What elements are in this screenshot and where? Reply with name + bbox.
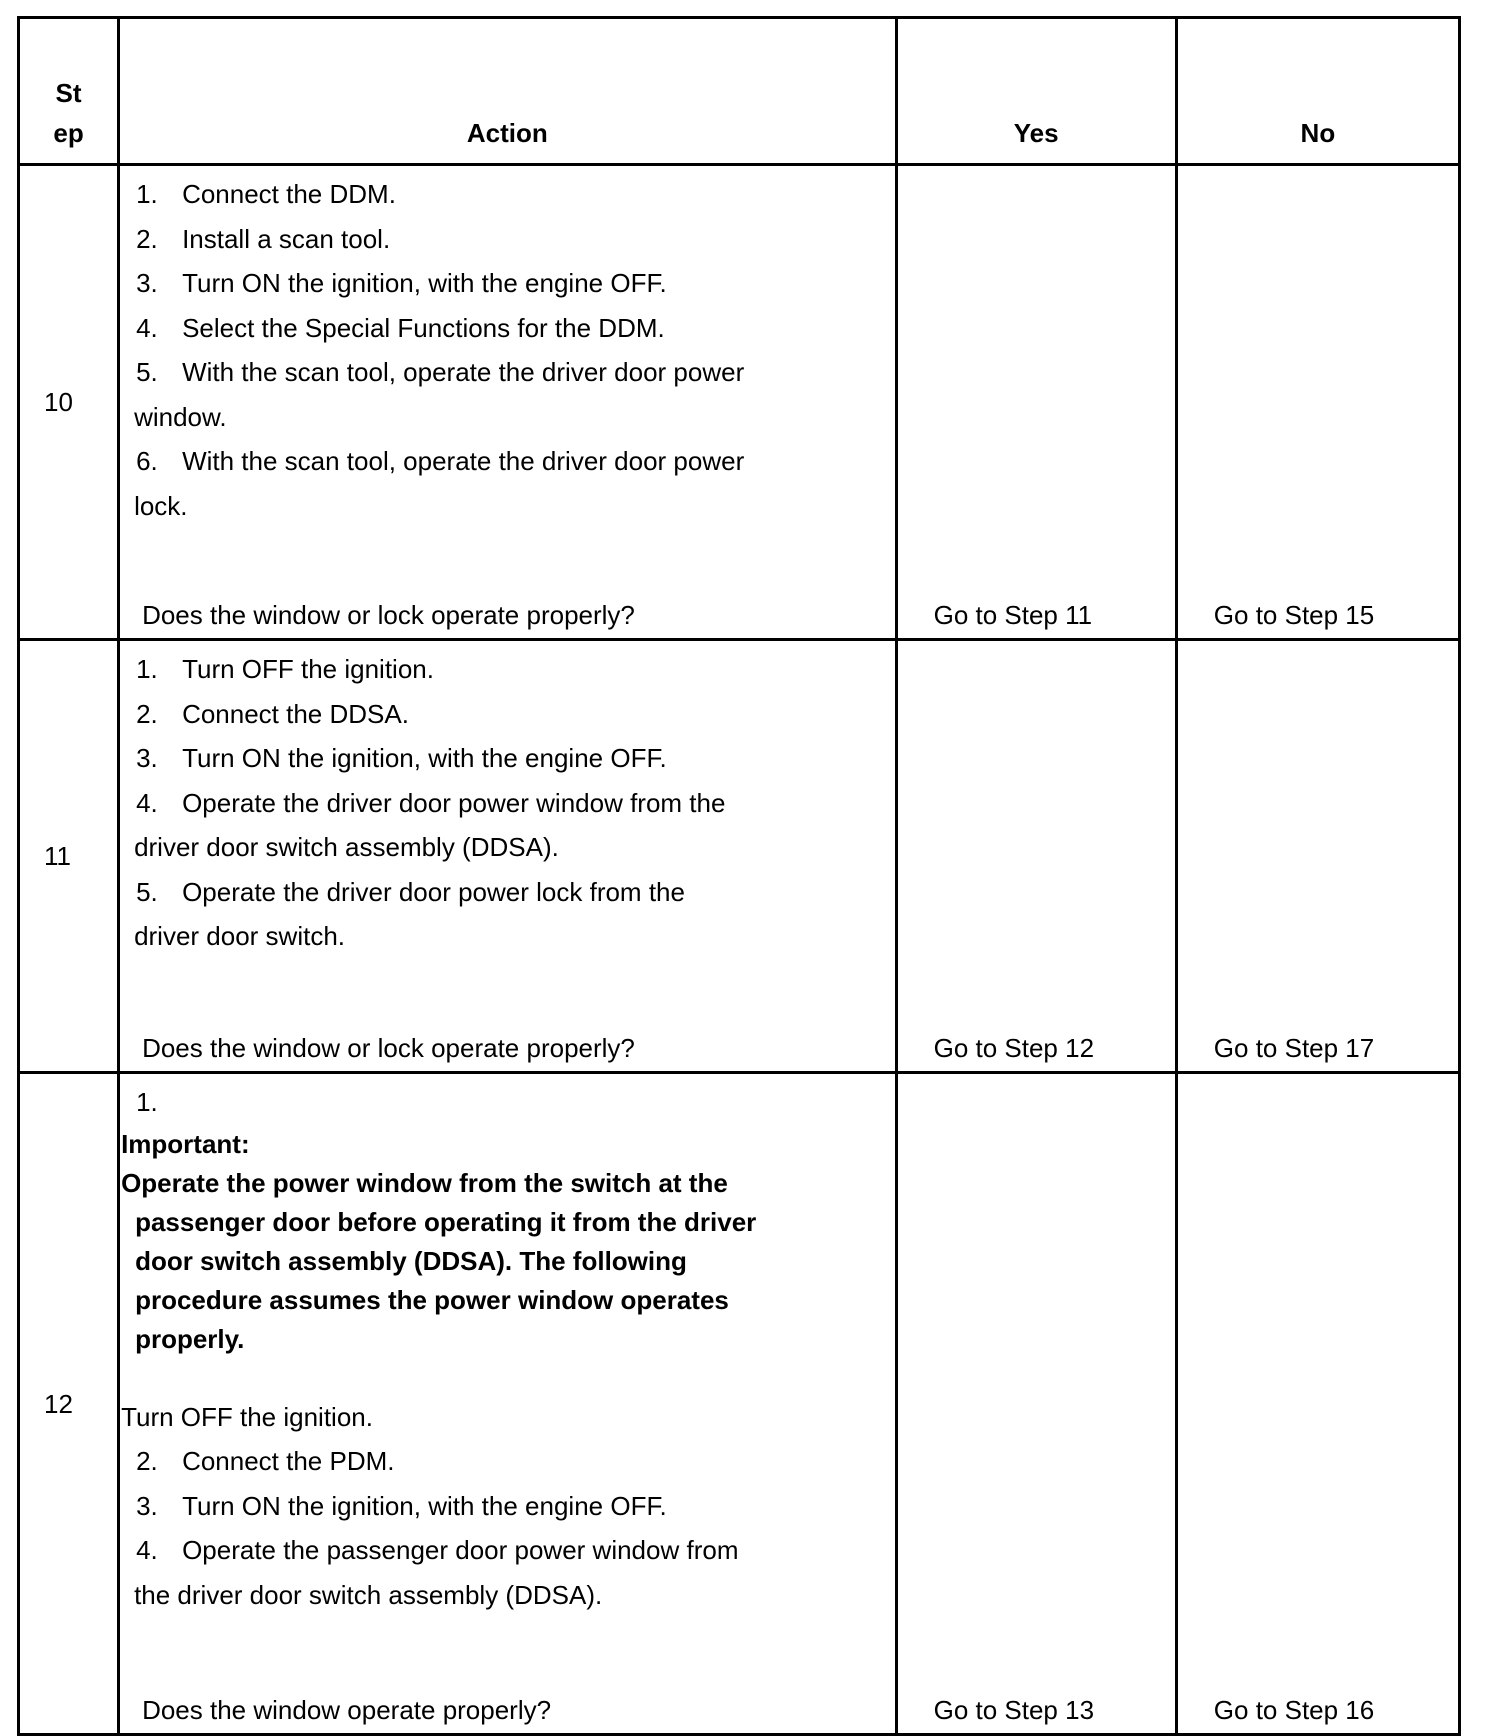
important-line: Operate the power window from the switch at the	[121, 1167, 728, 1198]
no-cell	[1176, 640, 1459, 1073]
item-number: 2.	[136, 223, 158, 254]
item-number: 6.	[136, 446, 158, 476]
list-item	[134, 736, 885, 781]
item-number: 3.	[136, 268, 158, 298]
item-text: Turn ON the ignition, with the engine OFF.	[182, 743, 667, 773]
table-row-step-10	[19, 165, 1460, 640]
item-text: Connect the PDM.	[182, 1446, 395, 1476]
item-text: Turn ON the ignition, with the engine OFF.	[182, 268, 667, 298]
header-step-line1: St	[55, 78, 82, 108]
yes-result: Go to Step 13	[933, 1695, 1095, 1725]
list-item	[134, 1080, 885, 1125]
item-text: Install a scan tool.	[182, 223, 391, 254]
item-text: With the scan tool, operate the driver door power	[182, 446, 745, 476]
step-question: Does the window or lock operate properly?	[142, 1033, 635, 1063]
no-result: Go to Step 17	[1213, 1033, 1375, 1063]
yes-cell	[896, 1073, 1176, 1735]
header-action	[119, 18, 897, 165]
list-item	[134, 781, 885, 870]
item-text-continued: driver door switch assembly (DDSA).	[134, 832, 559, 862]
list-item	[134, 870, 885, 959]
item-text: Turn OFF the ignition.	[121, 1401, 373, 1432]
table-row-step-11	[19, 640, 1460, 1073]
list-item	[134, 439, 885, 528]
diagnostic-table	[17, 16, 1461, 1736]
item-number: 2.	[136, 698, 158, 729]
yes-result: Go to Step 12	[933, 1033, 1095, 1063]
list-item	[134, 1439, 885, 1484]
header-yes	[896, 18, 1176, 165]
list-item	[134, 350, 885, 439]
list-item	[134, 261, 885, 306]
important-line: procedure assumes the power window operates	[135, 1284, 729, 1315]
action-list	[120, 166, 895, 528]
step-question: Does the window operate properly?	[142, 1695, 552, 1725]
item-number: 3.	[136, 743, 158, 773]
no-result: Go to Step 16	[1213, 1695, 1375, 1725]
header-yes-label: Yes	[1013, 118, 1059, 148]
item-text-continued: window.	[134, 401, 227, 432]
item-number: 5.	[136, 357, 158, 387]
list-item	[134, 1484, 885, 1529]
important-line: passenger door before operating it from the driver	[135, 1206, 757, 1237]
no-cell	[1176, 1073, 1459, 1735]
item-number: 1.	[136, 179, 158, 209]
action-cell	[119, 1073, 897, 1735]
action-cell	[119, 640, 897, 1073]
item-text-continued: lock.	[134, 490, 188, 521]
item-number: 1.	[136, 1087, 158, 1117]
item-text: Select the Special Functions for the DDM.	[182, 312, 665, 343]
header-no-label: No	[1300, 118, 1336, 148]
important-label: Important:	[121, 1128, 250, 1159]
action-list	[120, 1074, 895, 1125]
step-number: 12	[44, 1388, 73, 1419]
item-text: Turn OFF the ignition.	[182, 654, 434, 684]
yes-result: Go to Step 11	[933, 600, 1093, 630]
step-number: 11	[44, 841, 71, 871]
list-item	[134, 306, 885, 351]
step-cell	[19, 165, 119, 640]
item-text: Turn ON the ignition, with the engine OFF.	[182, 1490, 667, 1521]
header-no	[1176, 18, 1459, 165]
item-text: Operate the passenger door power window from	[182, 1535, 739, 1565]
list-item	[134, 172, 885, 217]
item-text: Operate the driver door power lock from the	[182, 876, 685, 907]
important-line: properly.	[135, 1323, 245, 1354]
item-text-continued: driver door switch.	[134, 921, 346, 951]
list-item	[134, 692, 885, 737]
action-list	[120, 1439, 895, 1617]
item-number: 1.	[136, 654, 158, 684]
step-number: 10	[44, 387, 73, 417]
yes-cell	[896, 640, 1176, 1073]
list-item	[134, 217, 885, 262]
important-line: door switch assembly (DDSA). The following	[135, 1245, 687, 1276]
item-number: 4.	[136, 1535, 158, 1565]
item-text: Operate the driver door power window from the	[182, 787, 726, 818]
item-text: With the scan tool, operate the driver door power	[182, 357, 745, 387]
step-cell	[19, 1073, 119, 1735]
header-step-line2: ep	[53, 118, 84, 148]
item-text: Connect the DDM.	[182, 179, 396, 209]
step-question: Does the window or lock operate properly?	[142, 600, 635, 630]
no-cell	[1176, 165, 1459, 640]
item-number: 4.	[136, 787, 158, 818]
item-number: 4.	[136, 312, 158, 343]
list-item	[134, 647, 885, 692]
action-cell	[119, 165, 897, 640]
no-result: Go to Step 15	[1213, 600, 1375, 630]
header-action-label: Action	[466, 118, 548, 148]
item-number: 3.	[136, 1490, 158, 1521]
item-text: Connect the DDSA.	[182, 698, 409, 729]
item-text-continued: the driver door switch assembly (DDSA).	[134, 1579, 603, 1610]
header-row	[19, 18, 1460, 165]
header-step	[19, 18, 119, 165]
important-note	[120, 1125, 895, 1359]
item-number: 5.	[136, 876, 158, 907]
list-item	[134, 1528, 885, 1617]
step-cell	[19, 640, 119, 1073]
item-number: 2.	[136, 1446, 158, 1476]
table-row-step-12	[19, 1073, 1460, 1735]
action-list	[120, 641, 895, 959]
diagnostic-table-container	[17, 16, 1461, 1736]
yes-cell	[896, 165, 1176, 640]
